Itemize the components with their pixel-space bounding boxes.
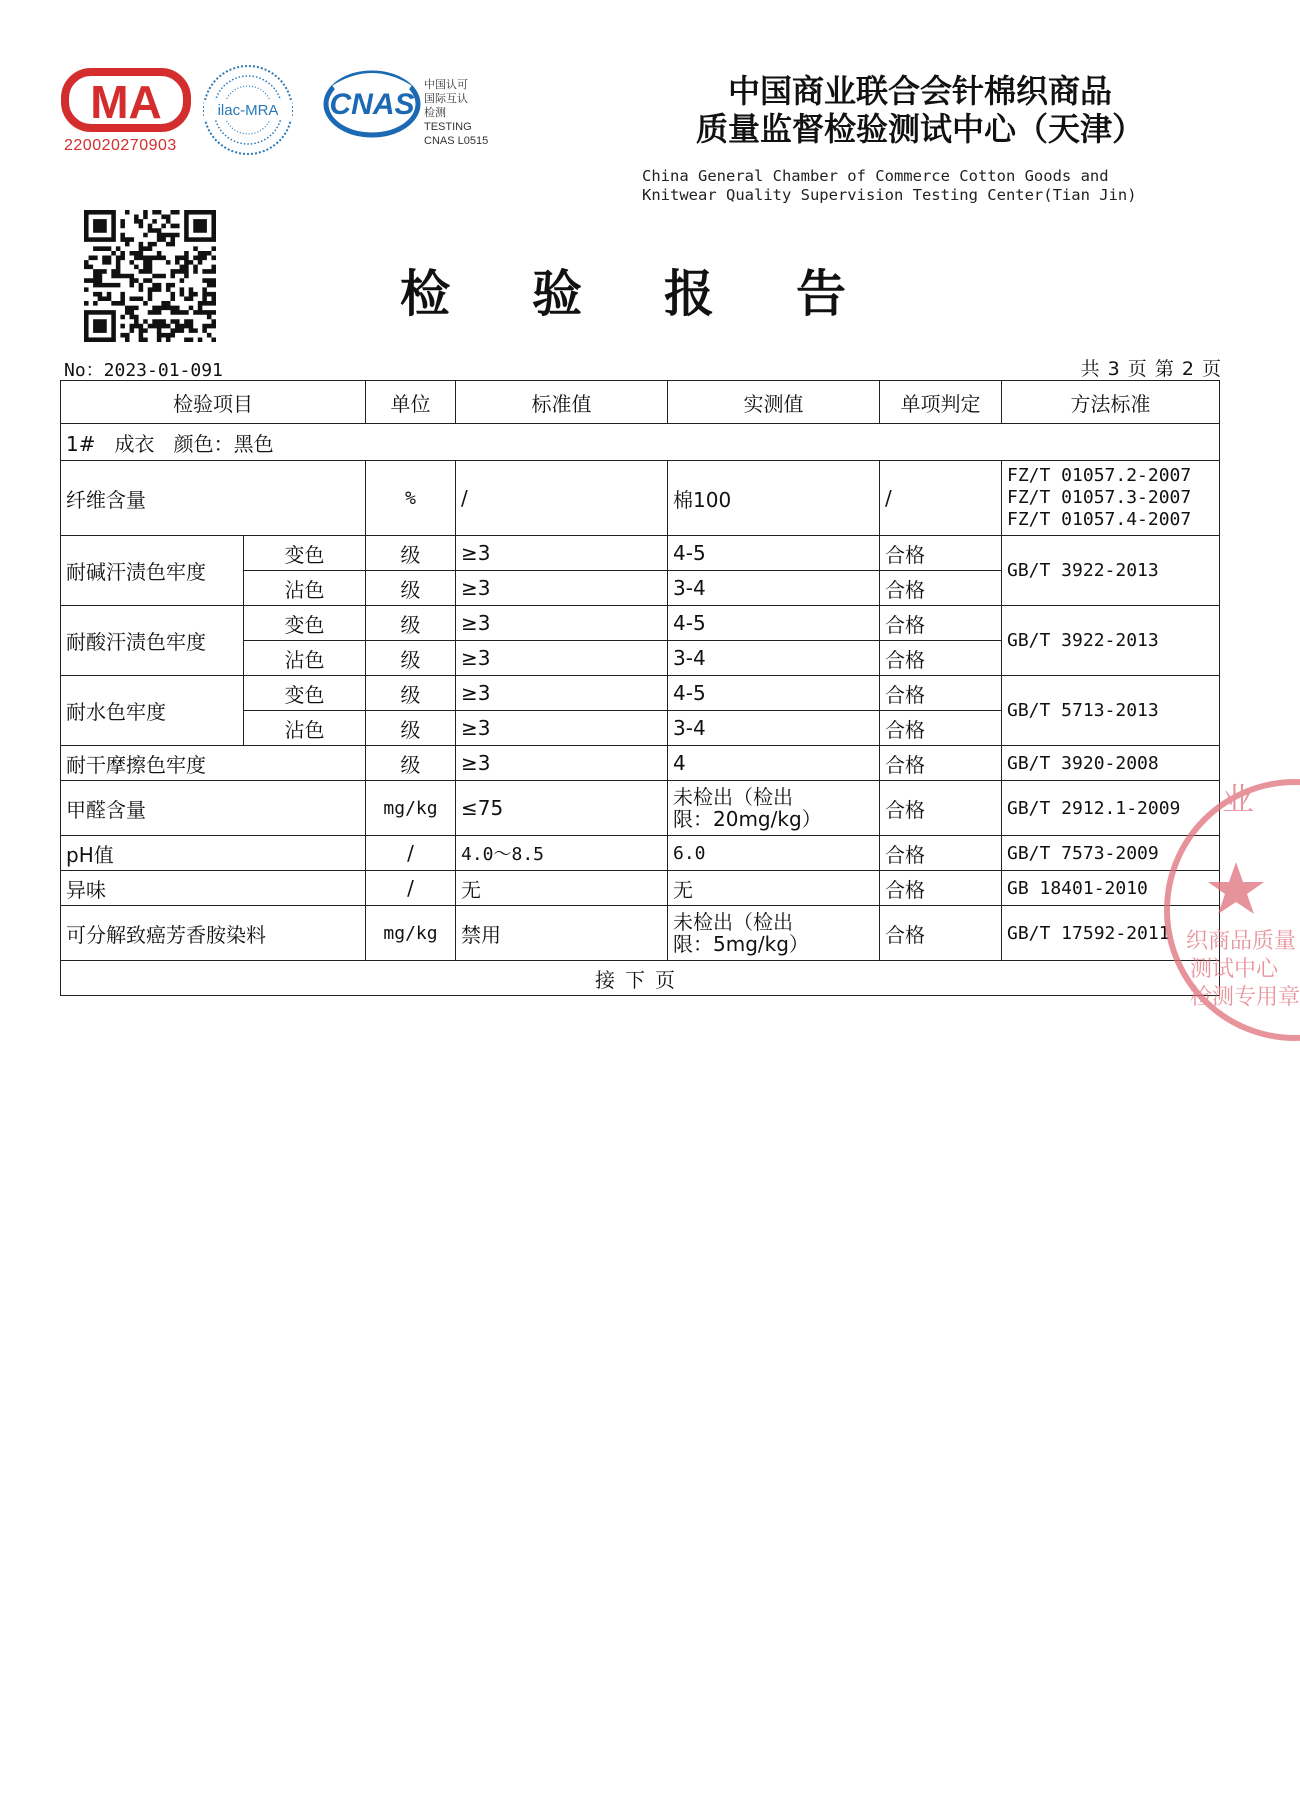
measured-cell: 4-5: [668, 606, 880, 641]
org-name-cn-line1: 中国商业联合会针棉织商品: [727, 72, 1112, 110]
method-line: FZ/T 01057.4-2007: [1007, 509, 1192, 530]
unit-cell: 级: [366, 606, 456, 641]
cnas-line: CNAS L0515: [424, 135, 489, 147]
measured-cell: 4-5: [668, 536, 880, 571]
qr-code-icon: [84, 210, 216, 342]
header-cell: 实测值: [668, 381, 880, 424]
sub-item-cell: 沾色: [244, 571, 366, 606]
sub-item-cell: 变色: [244, 676, 366, 711]
seal-text: 业: [1222, 780, 1255, 818]
org-name-en-line2: Knitwear Quality Supervision Testing Center(Tian Jin): [642, 186, 1137, 204]
unit-cell: 级: [366, 676, 456, 711]
measured-line: 未检出（检出: [673, 785, 793, 809]
standard-cell: ≥3: [456, 606, 668, 641]
unit-cell: 级: [366, 711, 456, 746]
standard-cell: ≥3: [456, 641, 668, 676]
table-header-row: [61, 381, 1220, 424]
method-cell: GB 18401-2010: [1002, 871, 1220, 906]
measured-cell: 4: [668, 746, 880, 781]
table-row: [61, 746, 1220, 781]
measured-cell: 棉100: [668, 461, 880, 536]
table-row: [61, 536, 1220, 571]
page-info: 共 3 页 第 2 页: [1080, 358, 1222, 380]
judgement-cell: 合格: [880, 711, 1002, 746]
standard-cell: 4.0～8.5: [456, 836, 668, 871]
measured-cell: 6.0: [668, 836, 880, 871]
item-cell: 耐干摩擦色牢度: [61, 746, 366, 781]
cnas-line: TESTING: [424, 121, 472, 133]
table-row: [61, 836, 1220, 871]
org-name-cn: [660, 72, 1180, 148]
judgement-cell: 合格: [880, 606, 1002, 641]
cnas-line: 检测: [424, 107, 446, 119]
standard-cell: ≥3: [456, 571, 668, 606]
org-name-cn-line2: 质量监督检验测试中心（天津）: [695, 110, 1144, 148]
cnas-accreditation-text: [424, 78, 488, 148]
header-cell: 单项判定: [880, 381, 1002, 424]
item-cell: 可分解致癌芳香胺染料: [61, 906, 366, 961]
sub-item-cell: 变色: [244, 536, 366, 571]
standard-cell: 无: [456, 871, 668, 906]
standard-cell: 禁用: [456, 906, 668, 961]
ilac-mra-text: ilac-MRA: [217, 102, 279, 119]
measured-cell: 3-4: [668, 571, 880, 606]
seal-text: 织商品质量: [1186, 929, 1297, 954]
report-number: No：2023-01-091: [64, 360, 223, 381]
cnas-line: 中国认可: [424, 79, 468, 91]
unit-cell: 级: [366, 536, 456, 571]
cma-logo-text: MA: [90, 76, 162, 128]
method-cell: [1002, 461, 1220, 536]
method-line: FZ/T 01057.2-2007: [1007, 465, 1192, 486]
item-cell: 纤维含量: [61, 461, 366, 536]
continued-next-page: 接下页: [61, 961, 1220, 996]
method-cell: GB/T 3922-2013: [1002, 536, 1220, 606]
unit-cell: mg/kg: [366, 781, 456, 836]
standard-cell: ≥3: [456, 536, 668, 571]
sample-info: 1# 成衣 颜色：黑色: [61, 424, 1220, 461]
header-cell: 检验项目: [61, 381, 366, 424]
unit-cell: /: [366, 836, 456, 871]
judgement-cell: 合格: [880, 746, 1002, 781]
org-name-en-line1: China General Chamber of Commerce Cotton Goods and: [642, 167, 1109, 185]
unit-cell: mg/kg: [366, 906, 456, 961]
table-row: [61, 676, 1220, 711]
report-title: 检验报告: [400, 264, 928, 323]
method-cell: GB/T 3920-2008: [1002, 746, 1220, 781]
table-row: [61, 606, 1220, 641]
method-cell: GB/T 17592-2011: [1002, 906, 1220, 961]
judgement-cell: 合格: [880, 676, 1002, 711]
judgement-cell: 合格: [880, 906, 1002, 961]
table-row: [61, 781, 1220, 836]
judgement-cell: 合格: [880, 871, 1002, 906]
unit-cell: /: [366, 871, 456, 906]
header-cell: 方法标准: [1002, 381, 1220, 424]
unit-cell: 级: [366, 641, 456, 676]
judgement-cell: /: [880, 461, 1002, 536]
unit-cell: %: [366, 461, 456, 536]
method-cell: GB/T 2912.1-2009: [1002, 781, 1220, 836]
table-row: [61, 871, 1220, 906]
standard-cell: ≤75: [456, 781, 668, 836]
measured-line: 限：5mg/kg）: [673, 932, 809, 956]
judgement-cell: 合格: [880, 836, 1002, 871]
seal-text: 检测专用章: [1190, 985, 1300, 1010]
item-cell: pH值: [61, 836, 366, 871]
unit-cell: 级: [366, 746, 456, 781]
method-line: FZ/T 01057.3-2007: [1007, 487, 1192, 508]
measured-cell: 3-4: [668, 641, 880, 676]
judgement-cell: 合格: [880, 781, 1002, 836]
item-cell: 耐水色牢度: [61, 676, 244, 746]
unit-cell: 级: [366, 571, 456, 606]
judgement-cell: 合格: [880, 536, 1002, 571]
judgement-cell: 合格: [880, 571, 1002, 606]
method-cell: GB/T 7573-2009: [1002, 836, 1220, 871]
standard-cell: ≥3: [456, 676, 668, 711]
measured-cell: 3-4: [668, 711, 880, 746]
measured-cell: 无: [668, 871, 880, 906]
sample-row: [61, 424, 1220, 461]
item-cell: 异味: [61, 871, 366, 906]
measured-cell: 4-5: [668, 676, 880, 711]
sub-item-cell: 沾色: [244, 711, 366, 746]
standard-cell: /: [456, 461, 668, 536]
cnas-line: 国际互认: [424, 93, 468, 105]
item-cell: 甲醛含量: [61, 781, 366, 836]
results-table: [60, 380, 1220, 996]
table-row: [61, 461, 1220, 536]
measured-line: 限：20mg/kg）: [673, 807, 822, 831]
standard-cell: ≥3: [456, 746, 668, 781]
cnas-logo-text: CNAS: [329, 88, 415, 121]
sub-item-cell: 沾色: [244, 641, 366, 676]
org-name-en: [642, 167, 1137, 205]
ilac-mra-logo: [200, 62, 296, 158]
sub-item-cell: 变色: [244, 606, 366, 641]
method-cell: GB/T 3922-2013: [1002, 606, 1220, 676]
header-cell: 标准值: [456, 381, 668, 424]
cnas-logo: [322, 68, 422, 140]
item-cell: 耐酸汗渍色牢度: [61, 606, 244, 676]
cma-number: 220020270903: [64, 137, 177, 154]
measured-cell: [668, 906, 880, 961]
header-cell: 单位: [366, 381, 456, 424]
item-cell: 耐碱汗渍色牢度: [61, 536, 244, 606]
inspection-seal: [1160, 760, 1300, 1050]
seal-text: 测试中心: [1190, 957, 1279, 982]
judgement-cell: 合格: [880, 641, 1002, 676]
method-cell: GB/T 5713-2013: [1002, 676, 1220, 746]
measured-line: 未检出（检出: [673, 910, 793, 934]
table-row: [61, 906, 1220, 961]
table-footer-row: [61, 961, 1220, 996]
measured-cell: [668, 781, 880, 836]
standard-cell: ≥3: [456, 711, 668, 746]
